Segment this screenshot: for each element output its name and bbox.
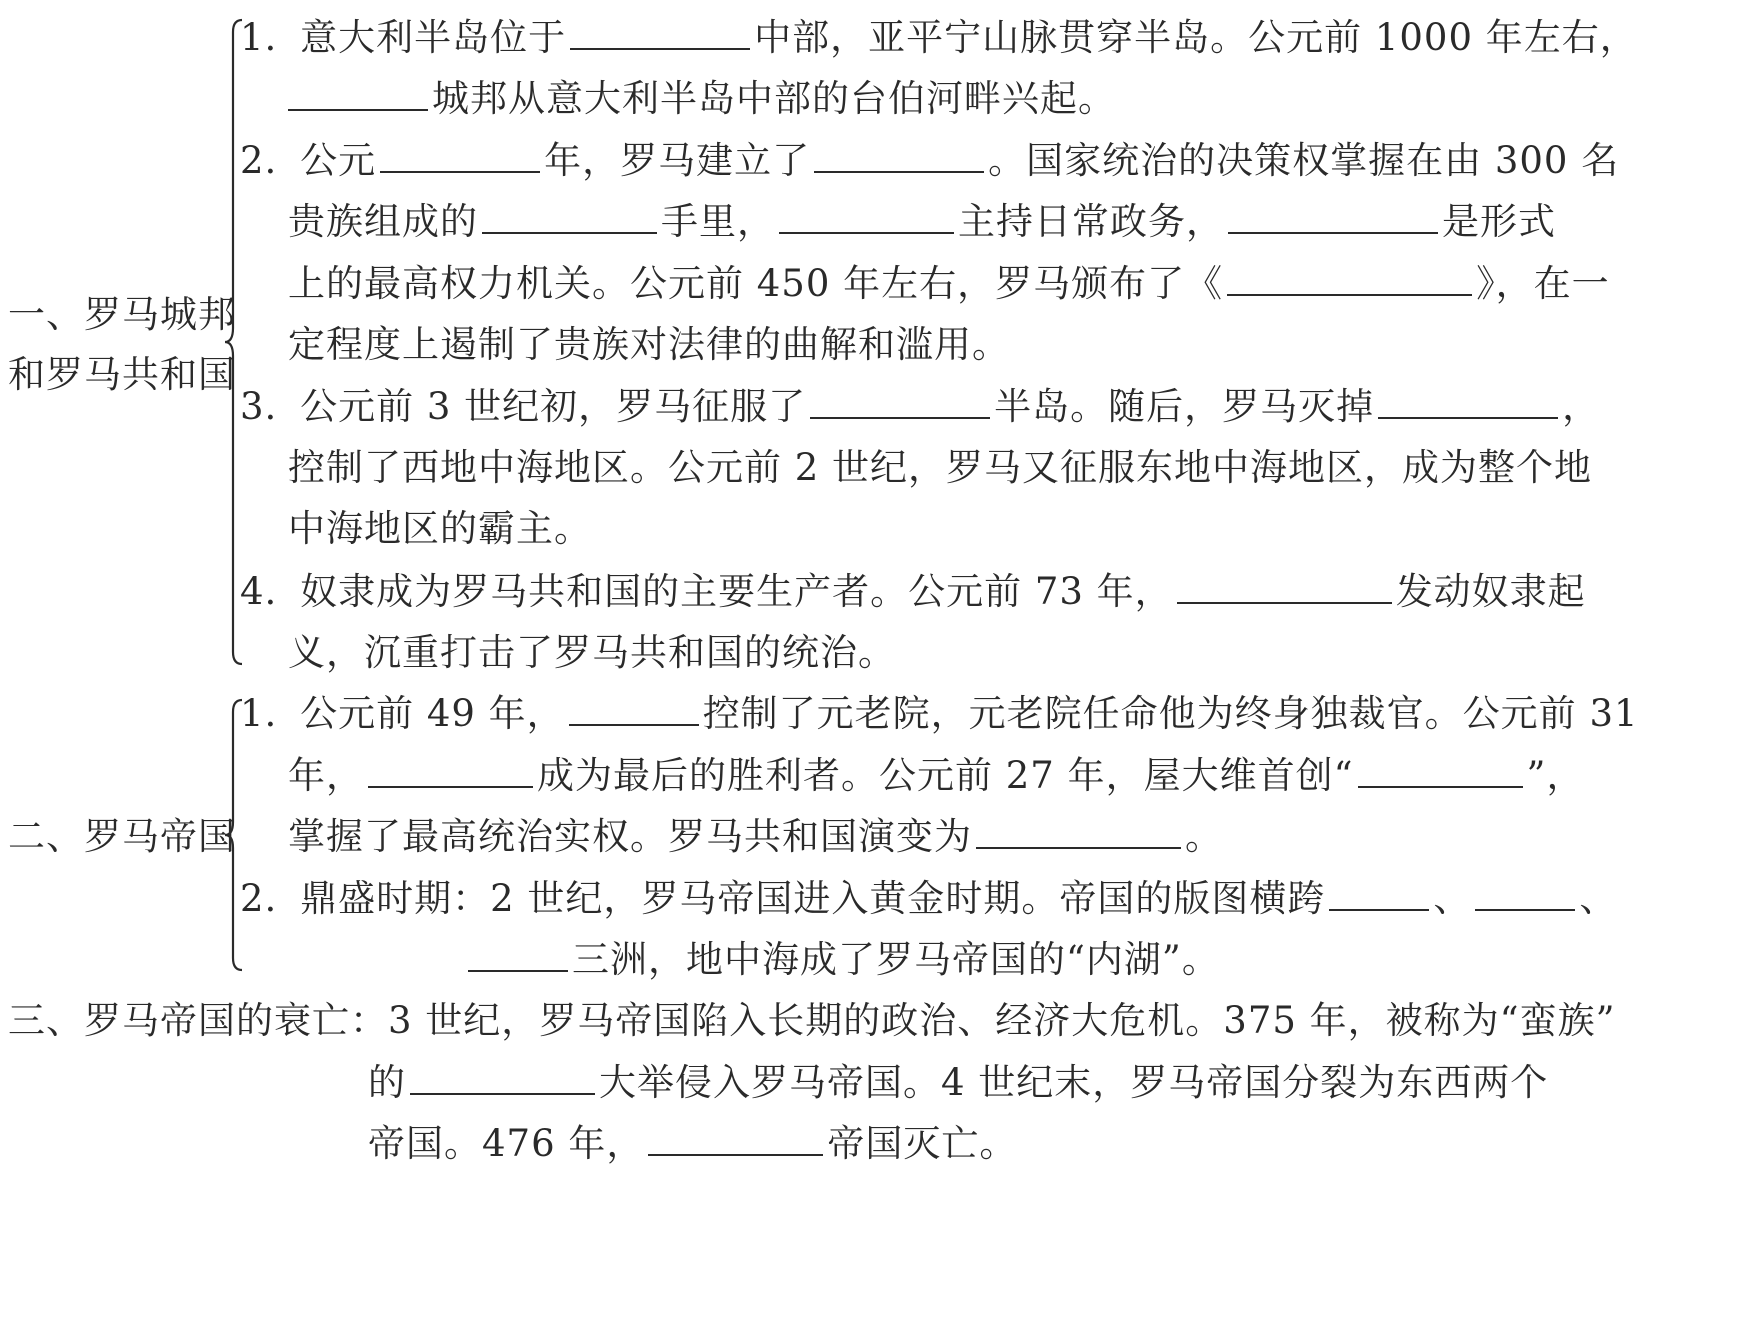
s2-item2-text: 三洲，地中海成了罗马帝国的“内湖”。: [572, 938, 1220, 981]
s1-item2-text: 。国家统治的决策权掌握在由 300 名: [988, 139, 1620, 182]
blank-field[interactable]: [1227, 264, 1472, 296]
s2-item2-line1: [240, 877, 1617, 921]
blank-field[interactable]: [569, 694, 699, 726]
s1-item1-text: 城邦从意大利半岛中部的台伯河畔兴起。: [432, 77, 1116, 120]
s1-item2-text: 》，在一: [1476, 262, 1610, 305]
s2-item1-text: 。: [1185, 815, 1223, 858]
s1-item3-text: 公元前 3 世纪初，罗马征服了: [300, 385, 807, 428]
s1-item2-text: 是形式: [1442, 200, 1556, 243]
blank-field[interactable]: [1228, 202, 1438, 234]
blank-field[interactable]: [288, 79, 428, 111]
s1-item3-text: ，: [1562, 385, 1601, 428]
s1-item2-line4: [288, 323, 1010, 367]
s1-item4-text: 义，沉重打击了罗马共和国的统治。: [288, 631, 896, 674]
section3-text: 3 世纪，罗马帝国陷入长期的政治、经济大危机。375 年，被称为“蛮族”: [388, 999, 1616, 1042]
section3-text: 帝国。476 年，: [368, 1122, 645, 1165]
section1-brace: [222, 18, 244, 666]
s2-item2-text: 、: [1433, 877, 1472, 920]
blank-field[interactable]: [380, 141, 540, 173]
s2-item1-number: 1.: [240, 692, 278, 735]
blank-field[interactable]: [779, 202, 954, 234]
s2-item1-text: 公元前 49 年，: [300, 692, 565, 735]
s1-item3-number: 3.: [240, 385, 278, 428]
blank-field[interactable]: [814, 141, 984, 173]
s1-item1-number: 1.: [240, 16, 278, 59]
blank-field[interactable]: [410, 1063, 595, 1095]
s1-item2-line2: [288, 200, 1556, 244]
s2-item1-text: 控制了元老院，元老院任命他为终身独裁官。公元前 31: [702, 692, 1639, 735]
blank-field[interactable]: [468, 940, 568, 972]
section2-brace: [222, 698, 244, 972]
section1-heading-line2: 和罗马共和国: [8, 353, 236, 396]
section3-line1: [8, 999, 1616, 1043]
s1-item3-line1: [240, 385, 1600, 429]
s2-item1-text: ”，: [1526, 754, 1585, 797]
s1-item2-text: 定程度上遏制了贵族对法律的曲解和滥用。: [288, 323, 1010, 366]
s1-item1-text: 意大利半岛位于: [300, 16, 567, 59]
s1-item2-text: 手里，: [661, 200, 775, 243]
section1-heading-line1: 一、罗马城邦: [8, 293, 236, 336]
s2-item1-text: 掌握了最高统治实权。罗马共和国演变为: [288, 815, 972, 858]
s1-item2-line3: [288, 262, 1610, 306]
s2-item2-line2: [468, 938, 1220, 982]
s1-item2-text: 主持日常政务，: [958, 200, 1224, 243]
s2-item1-line3: [288, 815, 1223, 859]
section3-heading: 三、罗马帝国的衰亡：: [8, 999, 388, 1042]
blank-field[interactable]: [368, 756, 533, 788]
s1-item4-number: 4.: [240, 570, 278, 613]
section2-heading-text: 二、罗马帝国: [8, 815, 236, 858]
blank-field[interactable]: [976, 817, 1181, 849]
s1-item4-line1: [240, 570, 1586, 614]
s1-item1-line2: [288, 77, 1116, 121]
section3-text: 大举侵入罗马帝国。4 世纪末，罗马帝国分裂为东西两个: [599, 1061, 1549, 1104]
s1-item1-text: 中部，亚平宁山脉贯穿半岛。公元前 1000 年左右，: [754, 16, 1638, 59]
s1-item2-text: 上的最高权力机关。公元前 450 年左右，罗马颁布了《: [288, 262, 1224, 305]
s2-item1-line2: [288, 754, 1584, 798]
s1-item2-text: 贵族组成的: [288, 200, 478, 243]
s1-item4-text: 发动奴隶起: [1395, 570, 1586, 613]
section1-heading-2: [8, 353, 236, 397]
s2-item1-line1: [240, 692, 1639, 736]
s1-item3-line3: [288, 507, 592, 551]
s1-item3-text: 中海地区的霸主。: [288, 507, 592, 550]
section2-heading: [8, 815, 236, 859]
s1-item2-text: 公元: [300, 139, 377, 182]
section3-text: 的: [368, 1061, 406, 1104]
s1-item3-line2: [288, 446, 1592, 490]
s2-item1-text: 年，: [288, 754, 364, 797]
section3-line2: [368, 1061, 1548, 1105]
blank-field[interactable]: [1378, 387, 1558, 419]
blank-field[interactable]: [570, 18, 750, 50]
blank-field[interactable]: [1475, 879, 1575, 911]
s1-item2-text: 年，罗马建立了: [544, 139, 811, 182]
s1-item1-line1: [240, 16, 1638, 60]
blank-field[interactable]: [482, 202, 657, 234]
blank-field[interactable]: [1329, 879, 1429, 911]
s2-item2-number: 2.: [240, 877, 278, 920]
s1-item4-line2: [288, 631, 896, 675]
blank-field[interactable]: [648, 1124, 823, 1156]
section3-text: 帝国灭亡。: [827, 1122, 1018, 1165]
s2-item1-text: 成为最后的胜利者。公元前 27 年，屋大维首创“: [537, 754, 1354, 797]
s1-item3-text: 半岛。随后，罗马灭掉: [994, 385, 1375, 428]
blank-field[interactable]: [1177, 572, 1392, 604]
section1-heading: [8, 293, 236, 337]
s1-item4-text: 奴隶成为罗马共和国的主要生产者。公元前 73 年，: [300, 570, 1173, 613]
blank-field[interactable]: [810, 387, 990, 419]
section3-line3: [368, 1122, 1017, 1166]
blank-field[interactable]: [1358, 756, 1523, 788]
s2-item2-text: 鼎盛时期：2 世纪，罗马帝国进入黄金时期。帝国的版图横跨: [300, 877, 1326, 920]
s1-item2-number: 2.: [240, 139, 278, 182]
s1-item2-line1: [240, 139, 1619, 183]
s1-item3-text: 控制了西地中海地区。公元前 2 世纪，罗马又征服东地中海地区，成为整个地: [288, 446, 1593, 489]
s2-item2-text: 、: [1579, 877, 1618, 920]
